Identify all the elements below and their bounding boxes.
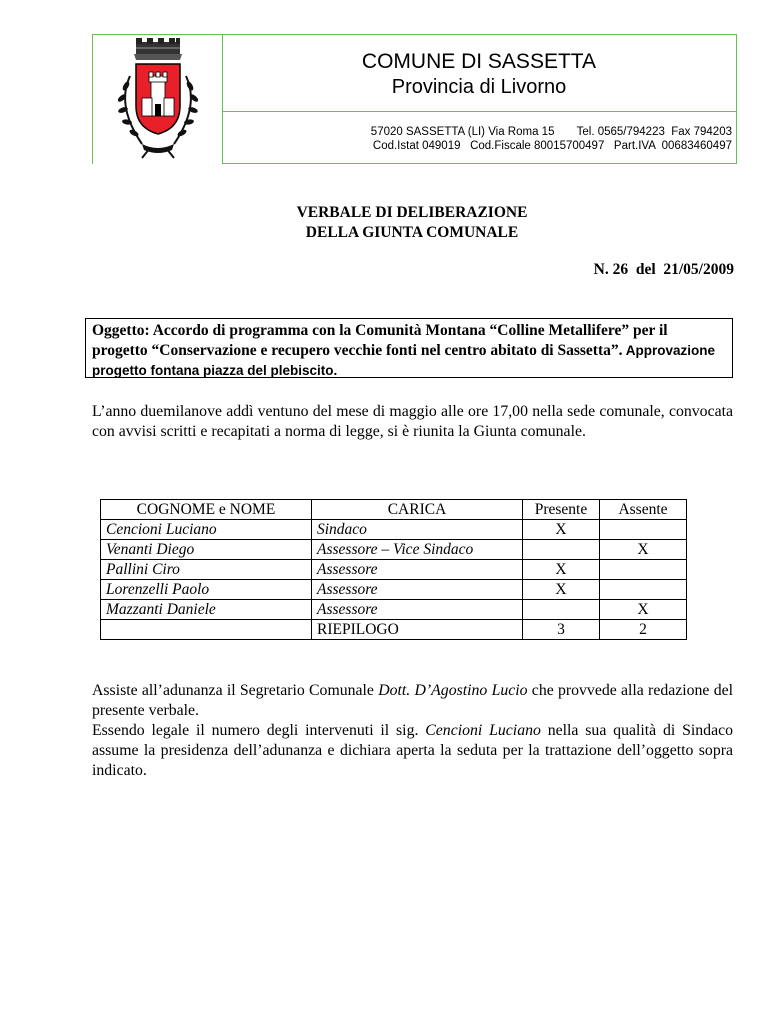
header-frame-middle: [222, 111, 737, 112]
member-carica: Assessore – Vice Sindaco: [312, 540, 523, 560]
header-cognome-nome: COGNOME e NOME: [101, 500, 312, 520]
table-row: [101, 540, 687, 560]
member-presente: [523, 540, 600, 560]
provincia-name: Provincia di Livorno: [391, 76, 567, 98]
summary-assente: 2: [600, 620, 687, 640]
closing-text: [92, 681, 733, 781]
deliberation-number: N. 26 del 21/05/2009: [593, 261, 734, 278]
member-presente: X: [523, 580, 600, 600]
header-assente: Assente: [600, 500, 687, 520]
table-row: [101, 600, 687, 620]
presidency-text-b: nella sua qualità di Sindaco assume la presidenza dell’adunanza e dichiara aperta la seduta per la trattazione dell’oggetto sopra indicato.: [92, 722, 734, 779]
member-name: Cencioni Luciano: [101, 520, 312, 540]
member-assente: [600, 580, 687, 600]
summary-presente: 3: [523, 620, 600, 640]
summary-empty-cell: [101, 620, 312, 640]
member-assente: X: [600, 600, 687, 620]
header-frame-right: [736, 34, 737, 164]
secretary-text-a: Assiste all’adunanza il Segretario Comunale: [92, 682, 379, 699]
header-frame-left: [92, 34, 93, 164]
comune-name: COMUNE DI SASSETTA: [361, 50, 597, 73]
address-line-1: 57020 SASSETTA (LI) Via Roma 15 Tel. 0565/794223 Fax 794203: [370, 126, 732, 138]
secretary-paragraph: [92, 681, 733, 721]
header-carica: CARICA: [312, 500, 523, 520]
member-name: Mazzanti Daniele: [101, 600, 312, 620]
presidency-paragraph: [92, 721, 733, 781]
member-presente: [523, 600, 600, 620]
member-assente: [600, 560, 687, 580]
oggetto-box: [85, 318, 733, 378]
document-title-line-2: DELLA GIUNTA COMUNALE: [305, 224, 519, 241]
member-name: Lorenzelli Paolo: [101, 580, 312, 600]
table-row: [101, 520, 687, 540]
member-name: Venanti Diego: [101, 540, 312, 560]
table-header-row: [101, 500, 687, 520]
president-name: Cencioni Luciano: [425, 722, 541, 739]
member-presente: X: [523, 520, 600, 540]
presidency-text-a: Essendo legale il numero degli intervenuti il sig.: [92, 722, 426, 739]
member-carica: Sindaco: [312, 520, 523, 540]
oggetto-label: Oggetto:: [92, 322, 150, 339]
member-carica: Assessore: [312, 600, 523, 620]
member-carica: Assessore: [312, 560, 523, 580]
members-table: [100, 499, 687, 640]
table-row: [101, 560, 687, 580]
member-assente: [600, 520, 687, 540]
secretary-text-b: che provvede alla redazione del presente verbale.: [92, 682, 733, 719]
member-presente: X: [523, 560, 600, 580]
document-title-line-1: VERBALE DI DELIBERAZIONE: [296, 204, 528, 221]
address-line-2: Cod.Istat 049019 Cod.Fiscale 80015700497 Part.IVA 00683460497: [372, 140, 732, 152]
oggetto-approval: Approvazione progetto fontana piazza del plebiscito.: [92, 343, 716, 378]
secretary-name: Dott. D’Agostino Lucio: [378, 682, 528, 699]
crown-icon: [134, 38, 182, 60]
member-carica: Assessore: [312, 580, 523, 600]
oggetto-text: Accordo di programma con la Comunità Montana “Colline Metallifere” per il progetto “Conservazione e recupero vecchie fonti nel centro abitato di Sassetta”.: [92, 322, 668, 359]
comune-crest-icon: [102, 36, 214, 160]
header-frame-divider: [222, 34, 223, 164]
header-presente: Presente: [523, 500, 600, 520]
summary-label: RIEPILOGO: [312, 620, 523, 640]
member-assente: X: [600, 540, 687, 560]
intro-paragraph: L’anno duemilanove addì ventuno del mese di maggio alle ore 17,00 nella sede comunale, convocata con avvisi scritti e recapitati a norma di legge, si è riunita la Giunta comunale.: [92, 403, 733, 440]
header-frame-top: [92, 34, 737, 35]
member-name: Pallini Ciro: [101, 560, 312, 580]
table-row: [101, 580, 687, 600]
header-frame-bottom: [222, 163, 737, 164]
table-summary-row: [101, 620, 687, 640]
